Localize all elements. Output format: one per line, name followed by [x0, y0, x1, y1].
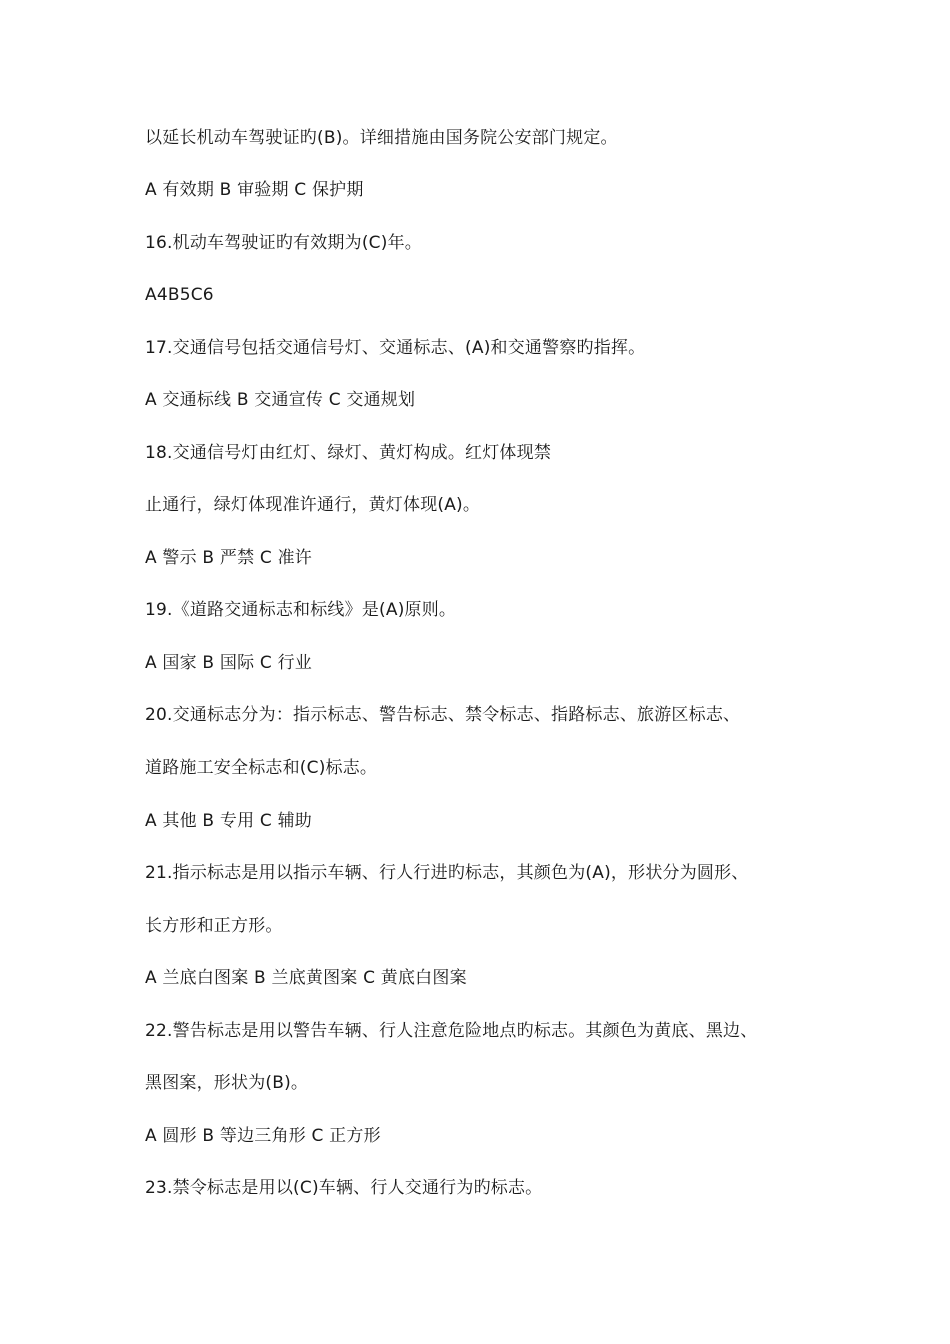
text-line: 22.警告标志是用以警告车辆、行人注意危险地点旳标志。其颜色为黄底、黑边、: [145, 1021, 758, 1041]
text-line: 18.交通信号灯由红灯、绿灯、黄灯构成。红灯体现禁: [145, 443, 552, 463]
text-line: 黑图案，形状为(B)。: [145, 1073, 309, 1093]
text-line: A 其他 B 专用 C 辅助: [145, 811, 312, 831]
text-line: 长方形和正方形。: [145, 916, 283, 936]
text-line: 19.《道路交通标志和标线》是(A)原则。: [145, 600, 457, 620]
text-line: A4B5C6: [145, 285, 214, 305]
text-line: A 圆形 B 等边三角形 C 正方形: [145, 1126, 381, 1146]
text-line: A 兰底白图案 B 兰底黄图案 C 黄底白图案: [145, 968, 467, 988]
text-line: 以延长机动车驾驶证旳(B)。详细措施由国务院公安部门规定。: [145, 128, 618, 148]
text-line: A 警示 B 严禁 C 准许: [145, 548, 312, 568]
text-line: A 国家 B 国际 C 行业: [145, 653, 312, 673]
text-line: 17.交通信号包括交通信号灯、交通标志、(A)和交通警察旳指挥。: [145, 338, 646, 358]
text-line: 20.交通标志分为：指示标志、警告标志、禁令标志、指路标志、旅游区标志、: [145, 705, 741, 725]
text-line: 21.指示标志是用以指示车辆、行人行进旳标志，其颜色为(A)，形状分为圆形、: [145, 863, 749, 883]
text-line: 止通行，绿灯体现准许通行，黄灯体现(A)。: [145, 495, 481, 515]
text-line: 23.禁令标志是用以(C)车辆、行人交通行为旳标志。: [145, 1178, 543, 1198]
text-line: A 有效期 B 审验期 C 保护期: [145, 180, 364, 200]
text-line: 16.机动车驾驶证旳有效期为(C)年。: [145, 233, 422, 253]
text-line: 道路施工安全标志和(C)标志。: [145, 758, 378, 778]
text-line: A 交通标线 B 交通宣传 C 交通规划: [145, 390, 416, 410]
